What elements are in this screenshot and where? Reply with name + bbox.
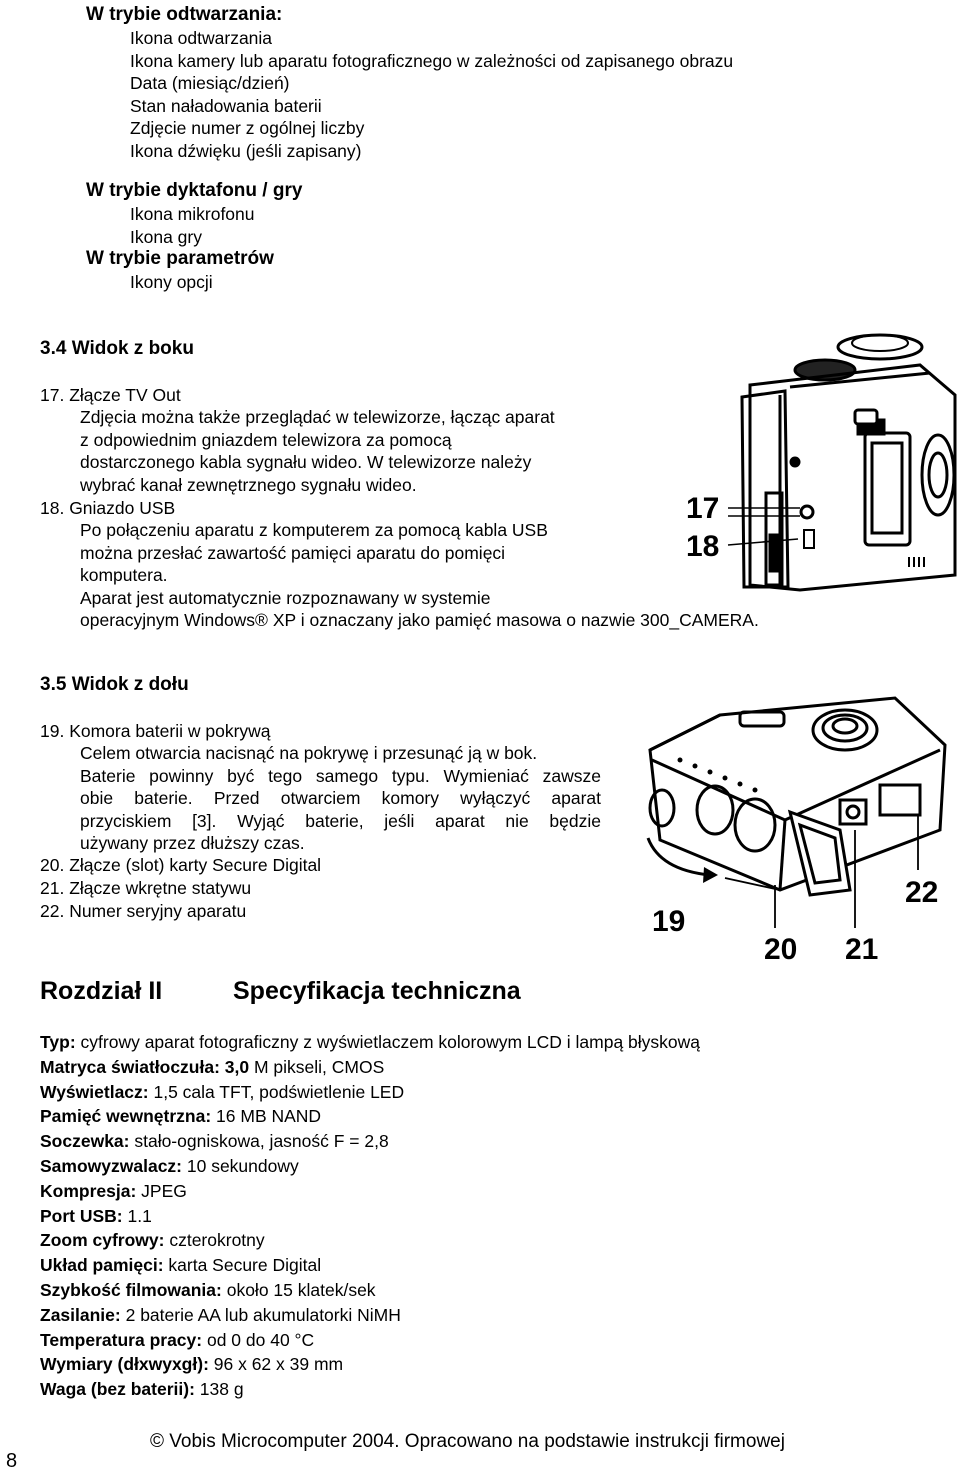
text-line: operacyjnym Windows® XP i oznaczany jako pamięć masowa o nazwie 300_CAMERA. [80,610,759,630]
text-line: komputera. [80,565,168,585]
text-line: Zdjęcia można także przeglądać w telewizorze, łącząc aparat [80,407,555,427]
spec-value: czterokrotny [164,1230,265,1251]
item-17-text [80,406,555,496]
spec-label: Szybkość filmowania: [40,1279,222,1300]
playback-heading: W trybie odtwarzania: [86,4,283,25]
item-19-text [80,742,601,855]
item-22: 22. Numer seryjny aparatu [40,901,247,921]
text-line: Po połączeniu aparatu z komputerem za pomocą kabla USB [80,520,548,540]
spec-label: Wyświetlacz: [40,1081,149,1102]
spec-row [40,1030,700,1055]
text-line: można przesłać zawartość pamięci aparatu do pomięci [80,542,506,563]
footer-text: © Vobis Microcomputer 2004. Opracowano na podstawie instrukcji firmowej [150,1431,785,1452]
spec-row [40,1377,700,1402]
spec-label: Temperatura pracy: [40,1329,203,1350]
item-18-title: 18. Gniazdo USB [40,498,176,518]
camera-bottom-illustration [640,690,960,960]
text-line: Celem otwarcia nacisnąć na pokrywę i przesunąć ją w bok. [80,743,538,763]
text-line: Baterie powinny być tego samego typu. Wymieniać zawsze [80,765,601,786]
spec-value: 16 MB NAND [211,1106,322,1127]
callout-label-19: 19 [652,905,686,938]
dictaphone-list [130,203,255,248]
spec-label: Kompresja: [40,1180,137,1201]
item-17-title: 17. Złącze TV Out [40,385,181,405]
spec-list [40,1030,700,1402]
dictaphone-heading: W trybie dyktafonu / gry [86,180,303,201]
spec-value: M pikseli, CMOS [249,1056,385,1077]
chapter-title: Specyfikacja techniczna [233,977,521,1005]
callout-label-21: 21 [845,933,879,966]
list-item: Ikona odtwarzania [130,28,273,48]
spec-value: 2 baterie AA lub akumulatorki NiMH [120,1304,401,1325]
params-item: Ikony opcji [130,272,213,292]
spec-label: Wymiary (dłxwyxgł): [40,1354,209,1375]
list-item: Stan naładowania baterii [130,95,322,116]
spec-row [40,1352,700,1377]
spec-label: Pamięć wewnętrzna: [40,1106,212,1127]
spec-label: Zasilanie: [40,1304,121,1325]
spec-row [40,1179,700,1204]
spec-value: 138 g [194,1379,244,1400]
spec-label: Układ pamięci: [40,1255,164,1276]
callout-label-20: 20 [764,933,798,966]
spec-row [40,1328,700,1353]
spec-row [40,1278,700,1303]
spec-row [40,1154,700,1179]
spec-row [40,1253,700,1278]
list-item: Ikona kamery lub aparatu fotograficznego w zależności od zapisanego obrazu [130,50,734,71]
spec-row [40,1080,700,1105]
section-heading-side: 3.4 Widok z boku [40,338,194,359]
text-line: wybrać kanał zewnętrznego sygnału wideo. [80,474,417,495]
spec-row [40,1204,700,1229]
spec-label: Matryca światłoczuła: 3,0 [40,1056,250,1077]
text-line: z odpowiednim gniazdem telewizora za pomocą [80,429,452,450]
item-18-text [80,519,759,632]
spec-value: karta Secure Digital [163,1255,322,1276]
spec-value: cyfrowy aparat fotograficzny z wyświetlaczem kolorowym LCD i lampą błyskową [75,1032,701,1052]
spec-value: 10 sekundowy [182,1155,299,1176]
spec-label: Port USB: [40,1205,123,1226]
spec-value: JPEG [136,1180,187,1201]
spec-value: 1,5 cala TFT, podświetlenie LED [148,1081,405,1102]
list-item: Zdjęcie numer z ogólnej liczby [130,118,365,138]
spec-value: około 15 klatek/sek [221,1279,376,1300]
item-21: 21. Złącze wkrętne statywu [40,878,252,898]
text-line: dostarczonego kabla sygnału wideo. W telewizorze należy [80,452,532,472]
list-item: Ikona mikrofonu [130,204,255,224]
playback-list [130,27,733,162]
spec-value: stało-ogniskowa, jasność F = 2,8 [129,1131,389,1152]
chapter-number: Rozdział II [40,977,163,1005]
text-line: przyciskiem [3]. Wyjąć baterie, jeśli aparat nie będzie [80,810,601,831]
spec-label: Zoom cyfrowy: [40,1230,165,1251]
spec-label: Samowyzwalacz: [40,1155,182,1176]
spec-value: 96 x 62 x 39 mm [208,1354,344,1375]
spec-value: od 0 do 40 °C [202,1329,315,1350]
text-line: używany przez dłuższy czas. [80,833,305,853]
text-line: Aparat jest automatycznie rozpoznawany w systemie [80,587,491,608]
spec-label: Waga (bez baterii): [40,1379,195,1400]
spec-label: Typ: [40,1032,76,1052]
spec-row [40,1129,700,1154]
spec-value: 1.1 [122,1205,152,1226]
item-19-title: 19. Komora baterii w pokrywą [40,721,271,741]
callout-label-17: 17 [686,492,720,525]
spec-row [40,1303,700,1328]
callout-label-22: 22 [905,876,939,909]
section-heading-bottom: 3.5 Widok z dołu [40,674,189,695]
spec-row [40,1104,700,1129]
text-line: obie baterie. Przed otwarciem komory wyłączyć aparat [80,788,601,808]
spec-row [40,1228,700,1253]
item-20: 20. Złącze (slot) karty Secure Digital [40,855,322,875]
params-heading: W trybie parametrów [86,248,274,269]
camera-side-illustration [680,325,960,605]
list-item: Data (miesiąc/dzień) [130,73,290,93]
list-item: Ikona dźwięku (jeśli zapisany) [130,140,362,161]
callout-label-18: 18 [686,530,720,563]
spec-row [40,1055,700,1080]
spec-label: Soczewka: [40,1131,130,1152]
page-number: 8 [6,1450,18,1472]
list-item: Ikona gry [130,226,202,247]
